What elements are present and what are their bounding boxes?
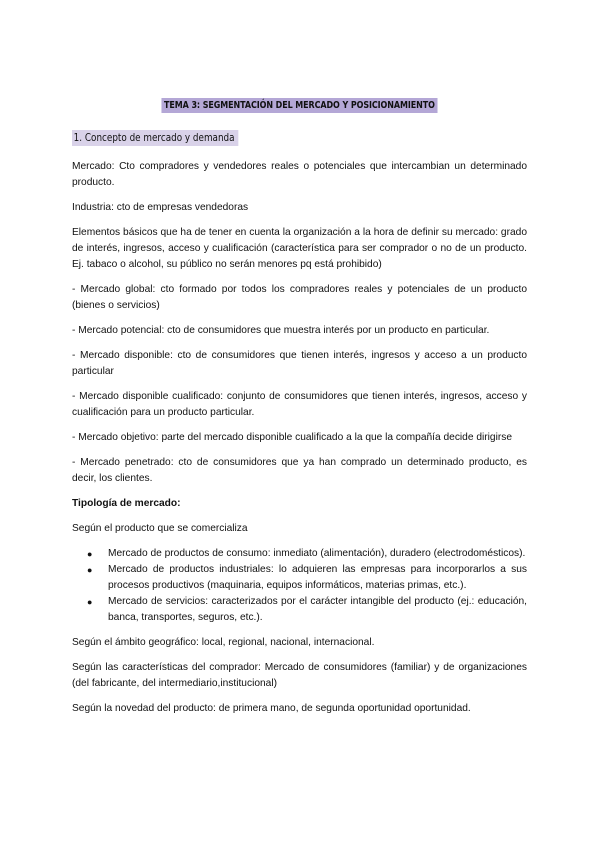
paragraph-elementos: Elementos básicos que ha de tener en cuenta la organización a la hora de definir su mercado: grado de interés, ingresos, acceso y cualificación (característica para ser comprador o no de un producto. Ej. tabaco o alcohol, su público no serán menores pq está prohibido): [72, 227, 527, 270]
list-item: [72, 546, 527, 562]
list-item-text: Mercado de productos industriales: lo adquieren las empresas para incorporarlos a sus procesos productivos (maquinaria, equipos informáticos, materias primas, etc.).: [108, 564, 527, 591]
list-item-text: Mercado de servicios: caracterizados por el carácter intangible del producto (ej.: educación, banca, transportes, seguros, etc.).: [108, 596, 527, 623]
paragraph-segun-comprador: Según las características del comprador: Mercado de consumidores (familiar) y de organizaciones (del fabricante, del intermediario,institucional): [72, 662, 527, 689]
paragraph-mercado: Mercado: Cto compradores y vendedores reales o potenciales que intercambian un determinado producto.: [72, 161, 527, 188]
list-item: [72, 594, 527, 626]
paragraph-mercado-disponible: - Mercado disponible: cto de consumidores que tienen interés, ingresos y acceso a un producto particular: [72, 350, 527, 377]
paragraph-mercado-potencial: - Mercado potencial: cto de consumidores que muestra interés por un producto en particular.: [72, 325, 490, 336]
tipologia-heading: Tipología de mercado:: [72, 498, 181, 509]
bullet-icon: ●: [87, 549, 93, 559]
paragraph-segun-ambito: Según el ámbito geográfico: local, regional, nacional, internacional.: [72, 637, 375, 648]
title-container: [72, 95, 527, 113]
paragraph-mercado-cualificado: - Mercado disponible cualificado: conjunto de consumidores que tienen interés, ingresos, acceso y cualificación para un producto particular.: [72, 391, 527, 418]
bullet-icon: ●: [87, 597, 93, 607]
list-item: [72, 562, 527, 594]
paragraph-segun-producto: Según el producto que se comercializa: [72, 523, 248, 534]
bullet-icon: ●: [87, 565, 93, 575]
document-body: [72, 159, 527, 726]
paragraph-mercado-global: - Mercado global: cto formado por todos los compradores reales y potenciales de un producto (bienes o servicios): [72, 284, 527, 311]
market-types-list: [72, 546, 527, 626]
page-title: TEMA 3: SEGMENTACIÓN DEL MERCADO Y POSICIONAMIENTO: [162, 98, 438, 113]
paragraph-industria: Industria: cto de empresas vendedoras: [72, 202, 249, 213]
section-heading: 1. Concepto de mercado y demanda: [72, 130, 238, 146]
paragraph-mercado-penetrado: - Mercado penetrado: cto de consumidores que ya han comprado un determinado producto, es decir, los clientes.: [72, 457, 527, 484]
paragraph-segun-novedad: Según la novedad del producto: de primera mano, de segunda oportunidad oportunidad.: [72, 703, 471, 714]
paragraph-mercado-objetivo: - Mercado objetivo: parte del mercado disponible cualificado a la que la compañía decide dirigirse: [72, 432, 513, 443]
list-item-text: Mercado de productos de consumo: inmediato (alimentación), duradero (electrodomésticos).: [108, 548, 526, 559]
